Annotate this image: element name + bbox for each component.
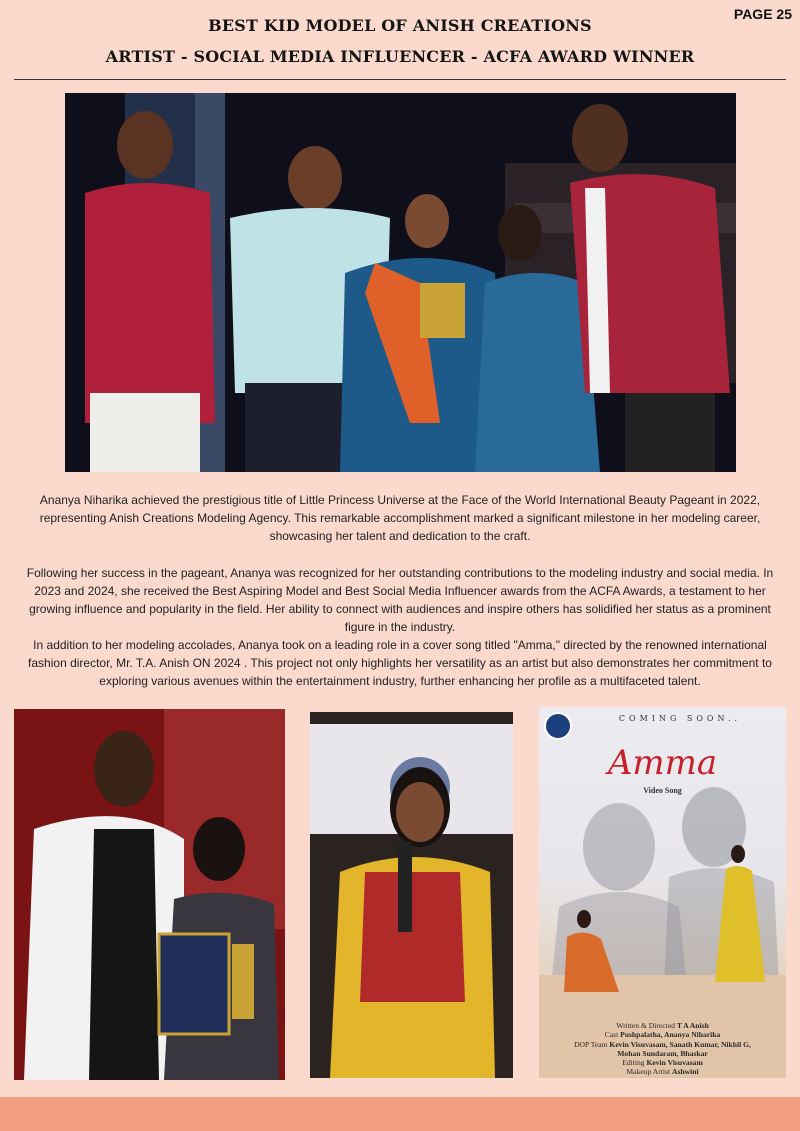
paragraph-3: In addition to her modeling accolades, Ananya took on a leading role in a cover song titled "Amma," directed by the renowned international fashion director, Mr. T.A. Anish ON 2024 . This project not only highlights her versatility as an artist but also demonstrates her commitment to exploring various avenues within the entertainment industry, further enhancing her profile as a multifaceted talent. xyxy=(28,638,772,688)
page-number: PAGE 25 xyxy=(733,6,792,22)
paragraph-1: Ananya Niharika achieved the prestigious title of Little Princess Universe at the Face of the World International Beauty Pageant in 2022, representing Anish Creations Modeling Agency. This remarkable accomplishment marked a significant milestone in her modeling career, showcasing her talent and dedication to the craft. xyxy=(39,493,761,543)
credit-line: DOP Team Kevin Visuvasam, Sanath Kumar, Nikhil G, xyxy=(574,1039,751,1049)
credit-line: Mohan Sundaram, Bhaskar xyxy=(617,1048,708,1058)
award-holding-photo xyxy=(14,709,285,1080)
amma-poster xyxy=(539,707,786,1078)
page-subtitle: ARTIST - SOCIAL MEDIA INFLUENCER - ACFA AWARD WINNER xyxy=(105,47,695,66)
credit-line: Cast Pushpalatha, Ananya Niharika xyxy=(604,1030,721,1040)
production-logo xyxy=(544,712,572,740)
credit-line: Makeup Artist Ashwini xyxy=(626,1067,699,1077)
credit-line: Editing Kevin Visuvasam xyxy=(622,1058,703,1068)
microphone-speech-photo xyxy=(310,712,513,1078)
header-divider xyxy=(14,79,786,80)
credit-line: Written & Directed T A Anish xyxy=(616,1021,709,1030)
poster-coming-soon: COMING SOON.. xyxy=(618,714,742,723)
poster-credits xyxy=(543,1021,782,1077)
page-title: BEST KID MODEL OF ANISH CREATIONS xyxy=(208,16,592,35)
footer-band xyxy=(0,1097,800,1131)
poster-subtitle: Video Song xyxy=(643,786,682,795)
poster-title: Amma xyxy=(607,743,718,783)
award-ceremony-photo xyxy=(65,93,736,472)
paragraph-2: Following her success in the pageant, Ananya was recognized for her outstanding contributions to the modeling industry and social media. In 2023 and 2024, she received the Best Aspiring Model and Best Social Media Influencer awards from the ACFA Awards, a testament to her growing influence and popularity in the field. Her ability to connect with audiences and inspire others has solidified her status as a prominent figure in the industry. xyxy=(26,566,774,634)
